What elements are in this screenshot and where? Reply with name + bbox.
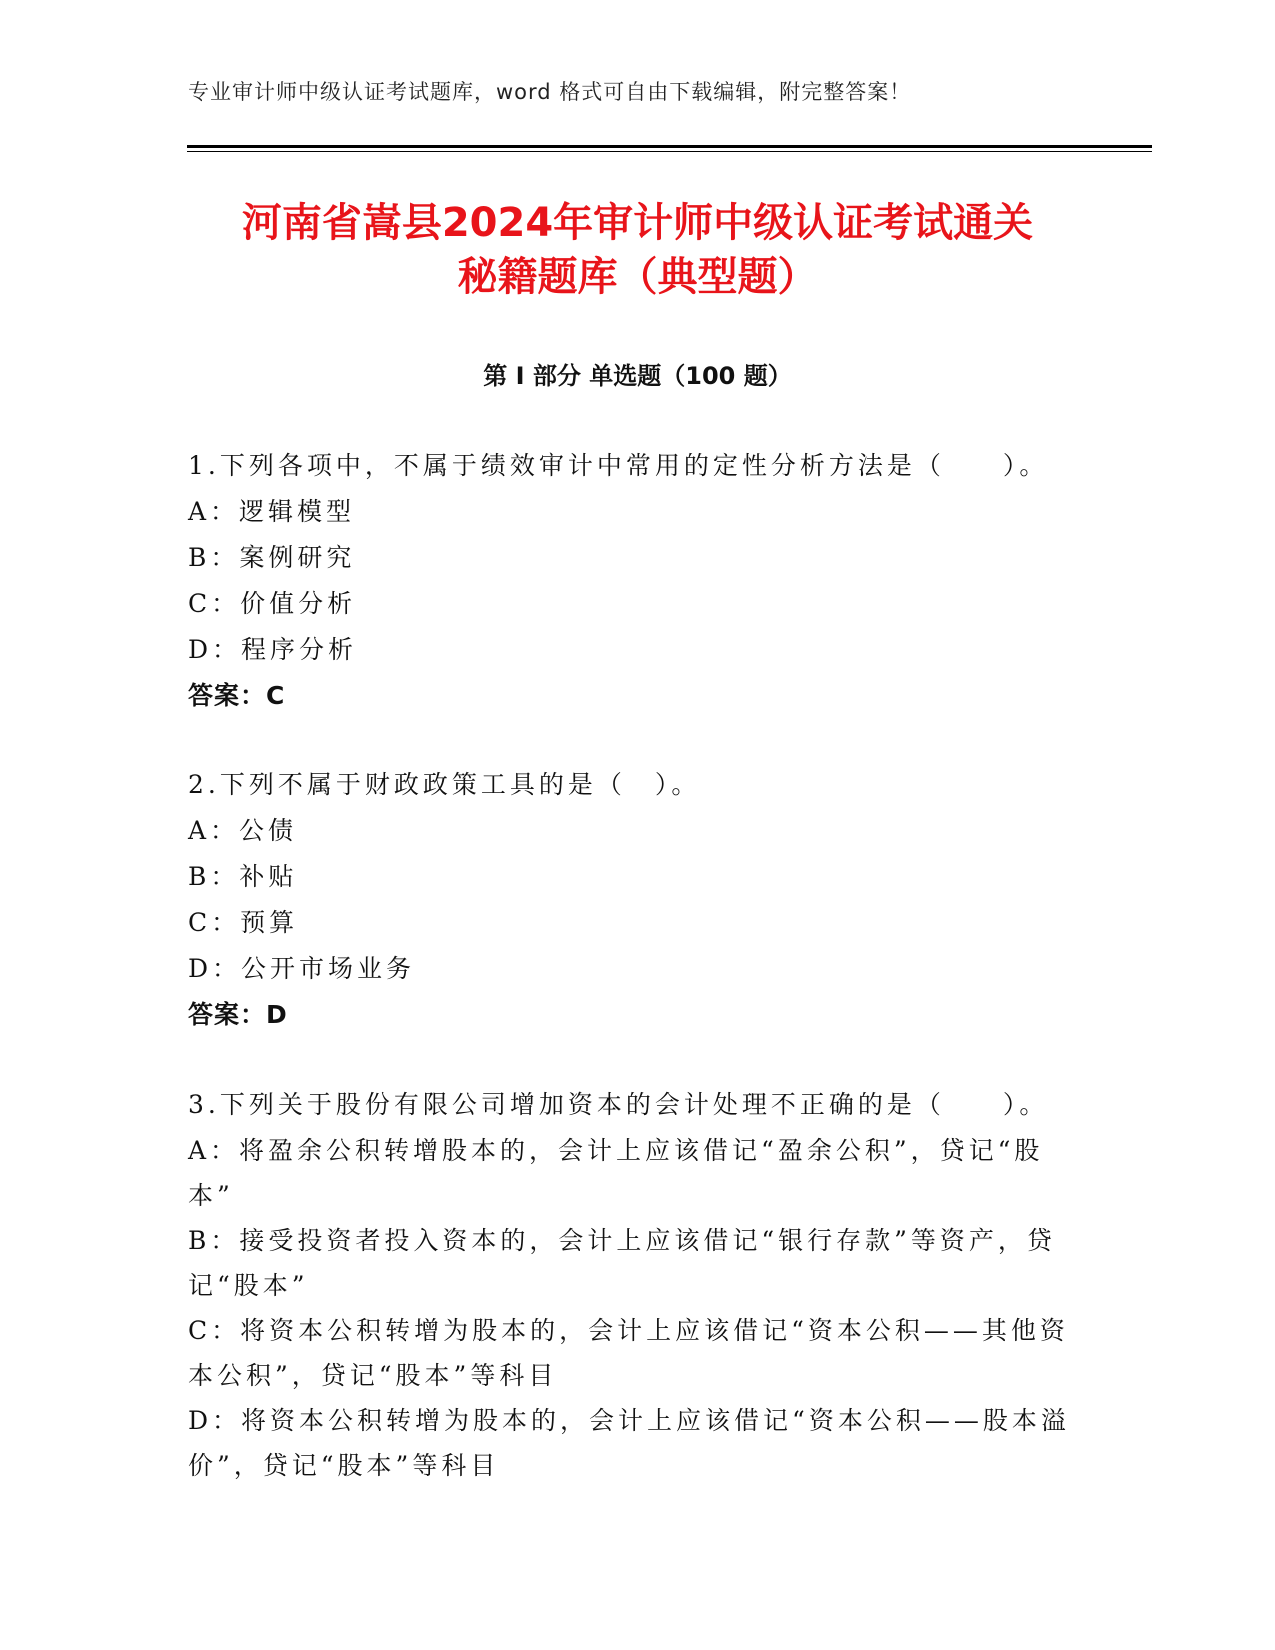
section-title: 第 I 部分 单选题（100 题） bbox=[483, 362, 792, 390]
option-b: B：接受投资者投入资本的，会计上应该借记“银行存款”等资产，贷记“股本” bbox=[188, 1226, 1056, 1300]
question-3 bbox=[188, 1082, 1088, 1488]
answer: 答案：C bbox=[188, 681, 286, 710]
option-a: A：公债 bbox=[188, 816, 298, 845]
option-a: A：将盈余公积转增股本的，会计上应该借记“盈余公积”，贷记“股本” bbox=[188, 1136, 1044, 1210]
question-stem: 3.下列关于股份有限公司增加资本的会计处理不正确的是（ ）。 bbox=[188, 1090, 1049, 1119]
option-b: B：补贴 bbox=[188, 862, 298, 891]
option-b: B：案例研究 bbox=[188, 543, 356, 572]
title-line-1: 河南省嵩县2024年审计师中级认证考试通关 bbox=[241, 200, 1034, 246]
header-divider-thick bbox=[187, 145, 1152, 148]
question-1 bbox=[188, 443, 1088, 719]
option-c: C：价值分析 bbox=[188, 589, 357, 618]
document-title bbox=[150, 196, 1125, 304]
option-a: A：逻辑模型 bbox=[188, 497, 356, 526]
header-divider-thin bbox=[187, 151, 1152, 152]
option-c: C：将资本公积转增为股本的，会计上应该借记“资本公积——其他资本公积”，贷记“股本”等科目 bbox=[188, 1316, 1069, 1390]
option-c: C：预算 bbox=[188, 908, 299, 937]
title-line-2: 秘籍题库（典型题） bbox=[457, 254, 818, 300]
question-stem: 2.下列不属于财政政策工具的是（ ）。 bbox=[188, 770, 701, 799]
question-stem: 1.下列各项中，不属于绩效审计中常用的定性分析方法是（ ）。 bbox=[188, 451, 1049, 480]
header-note: 专业审计师中级认证考试题库，word 格式可自由下载编辑，附完整答案！ bbox=[188, 80, 912, 104]
answer: 答案：D bbox=[188, 1000, 288, 1029]
question-2 bbox=[188, 762, 1088, 1038]
option-d: D：程序分析 bbox=[188, 635, 358, 664]
option-d: D：将资本公积转增为股本的，会计上应该借记“资本公积——股本溢价”，贷记“股本”等科目 bbox=[188, 1406, 1070, 1480]
option-d: D：公开市场业务 bbox=[188, 954, 416, 983]
